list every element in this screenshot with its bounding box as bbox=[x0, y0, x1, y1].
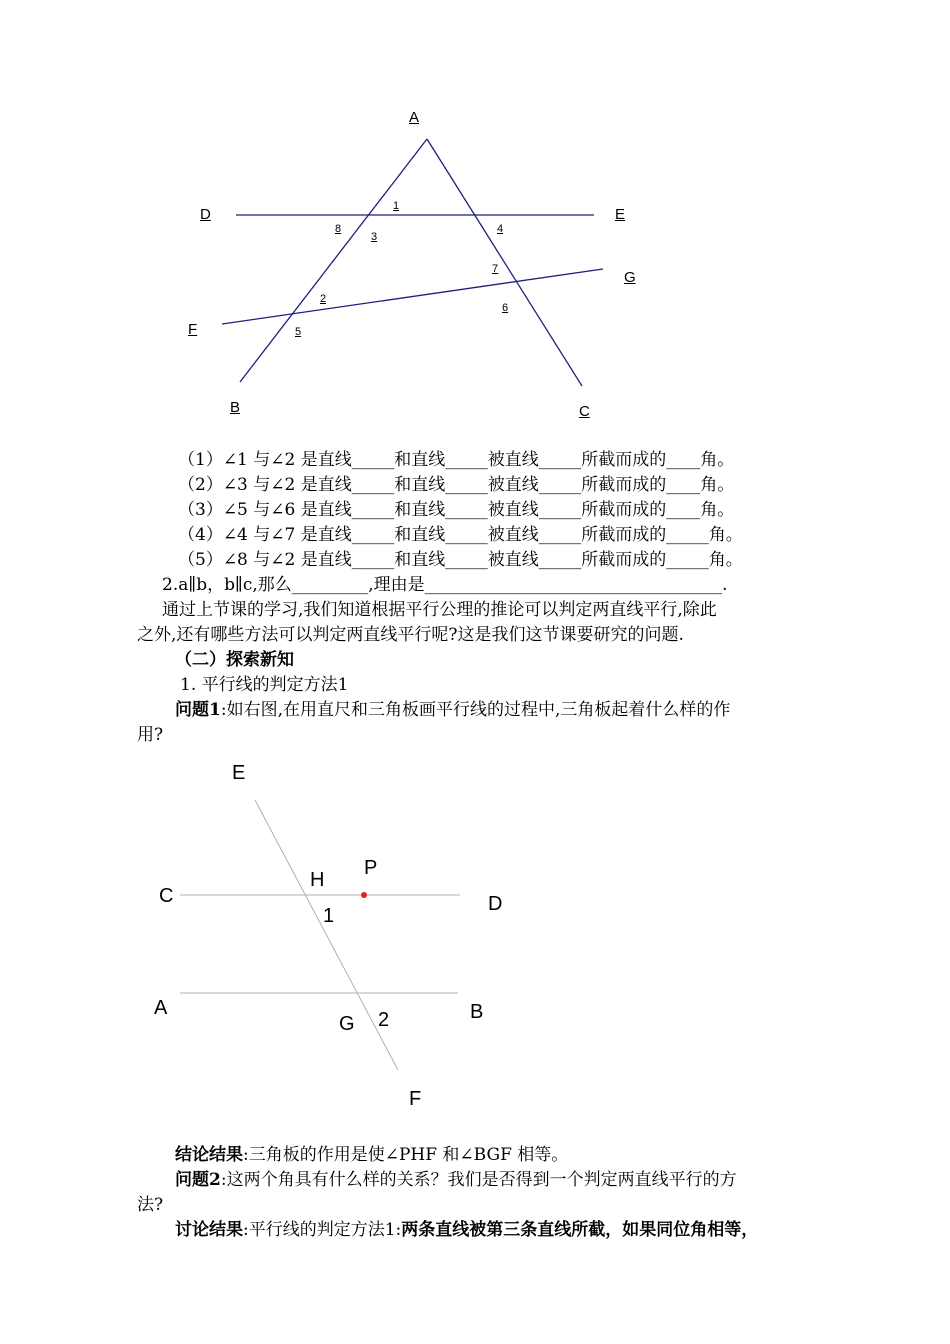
problem-2-text: :这两个角具有什么样的关系？我们是否得到一个判定两直线平行的方 bbox=[220, 1170, 737, 1190]
question-4: （4）∠4 与∠7 是直线_____和直线_____被直线_____所截而成的_____角。 bbox=[178, 525, 743, 545]
discussion-line bbox=[175, 1218, 758, 1242]
point-D: D bbox=[200, 206, 211, 223]
label-F: F bbox=[409, 1088, 422, 1110]
discussion-theorem: 两条直线被第三条直线所截，如果同位角相等， bbox=[401, 1220, 759, 1240]
problem-1-line-2: 用? bbox=[137, 725, 164, 745]
line-EF bbox=[255, 800, 398, 1070]
point-C: C bbox=[579, 403, 590, 420]
problem-2-line-2: 法? bbox=[137, 1195, 164, 1215]
angle-4: 4 bbox=[497, 223, 504, 235]
angle-2: 2 bbox=[320, 293, 327, 305]
angle-6: 6 bbox=[502, 302, 509, 314]
point-A: A bbox=[409, 109, 420, 126]
angle-5: 5 bbox=[295, 326, 302, 338]
question-5: （5）∠8 与∠2 是直线_____和直线_____被直线_____所截而成的_____角。 bbox=[178, 550, 743, 570]
section-title: （二）探索新知 bbox=[175, 650, 294, 670]
label-C: C bbox=[159, 885, 174, 907]
question-3: （3）∠5 与∠6 是直线_____和直线_____被直线_____所截而成的____角。 bbox=[178, 500, 735, 520]
intro-line-2: 之外,还有哪些方法可以判定两直线平行呢?这是我们这节课要研究的问题. bbox=[137, 625, 684, 645]
label-B: B bbox=[470, 1001, 484, 1023]
label-E: E bbox=[232, 762, 246, 784]
point-F: F bbox=[188, 321, 198, 338]
angle-1: 1 bbox=[393, 200, 400, 212]
label-H: H bbox=[310, 869, 325, 891]
problem-1-label: 问题1 bbox=[175, 700, 221, 720]
point-P-dot bbox=[361, 892, 367, 898]
question-2: （2）∠3 与∠2 是直线_____和直线_____被直线_____所截而成的____角。 bbox=[178, 475, 735, 495]
angle-8: 8 bbox=[335, 223, 342, 235]
problem-1-text: :如右图,在用直尺和三角板画平行线的过程中,三角板起着什么样的作 bbox=[220, 700, 731, 720]
label-P: P bbox=[364, 857, 378, 879]
label-D: D bbox=[488, 893, 503, 915]
angle-3: 3 bbox=[371, 231, 378, 243]
question-parallel-transitivity: 2.a∥b，b∥c,那么_________,理由是___________________________________. bbox=[162, 575, 728, 595]
label-G: G bbox=[339, 1013, 355, 1035]
discussion-label: 讨论结果 bbox=[175, 1220, 243, 1240]
label-A: A bbox=[154, 997, 168, 1019]
point-G: G bbox=[624, 269, 636, 286]
conclusion-line bbox=[175, 1143, 568, 1167]
conclusion-label: 结论结果 bbox=[175, 1145, 243, 1165]
problem-2-label: 问题2 bbox=[175, 1170, 221, 1190]
label-angle-2: 2 bbox=[378, 1009, 390, 1031]
point-E: E bbox=[615, 206, 626, 223]
subsection-title: 1. 平行线的判定方法1 bbox=[180, 675, 349, 695]
label-angle-1: 1 bbox=[323, 905, 335, 927]
point-B: B bbox=[230, 399, 241, 416]
discussion-text: :平行线的判定方法1: bbox=[243, 1220, 402, 1240]
intro-line-1: 通过上节课的学习,我们知道根据平行公理的推论可以判定两直线平行,除此 bbox=[162, 600, 717, 620]
problem-2-line-1 bbox=[175, 1168, 737, 1192]
angle-7: 7 bbox=[492, 263, 499, 275]
conclusion-text: :三角板的作用是使∠PHF 和∠BGF 相等。 bbox=[243, 1145, 569, 1165]
question-1: （1）∠1 与∠2 是直线_____和直线_____被直线_____所截而成的____角。 bbox=[178, 450, 735, 470]
